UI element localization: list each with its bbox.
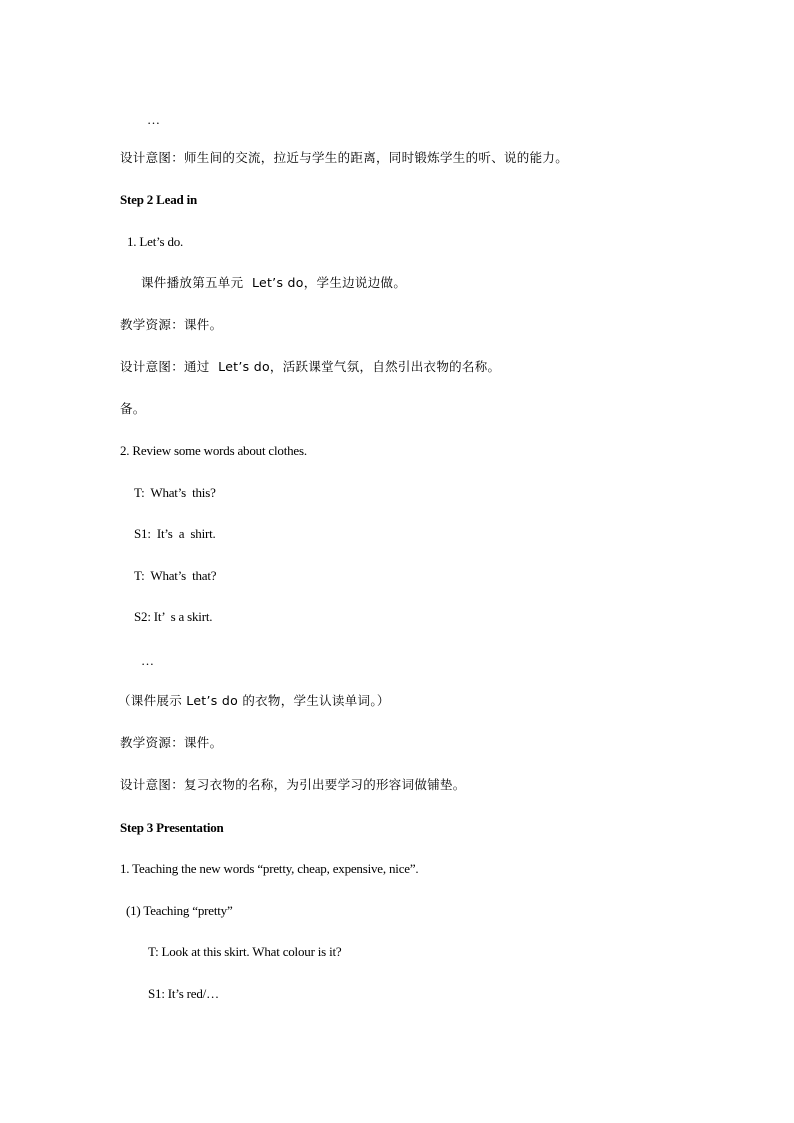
courseware-note: （课件展示 Let’s do 的衣物，学生认读单词。） <box>118 693 390 708</box>
ellipsis-line: … <box>147 112 160 127</box>
teaching-resource-line: 教学资源：课件。 <box>120 317 223 332</box>
design-intent-line: 设计意图：复习衣物的名称，为引出要学习的形容词做铺垫。 <box>120 777 466 792</box>
dialog-line-teacher: T: Look at this skirt. What colour is it? <box>148 944 342 959</box>
bei-line: 备。 <box>120 401 146 416</box>
design-intent-line: 设计意图：通过 Let’s do，活跃课堂气氛，自然引出衣物的名称。 <box>120 359 501 374</box>
teaching-new-words-item: 1. Teaching the new words “pretty, cheap, expensive, nice”. <box>120 861 419 876</box>
design-intent-line: 设计意图：师生间的交流，拉近与学生的距离，同时锻炼学生的听、说的能力。 <box>120 150 569 165</box>
dialog-line-student: S2: It’ s a skirt. <box>134 609 213 624</box>
teaching-pretty-item: (1) Teaching “pretty” <box>126 903 233 918</box>
dialog-line-student: S1: It’s a shirt. <box>134 526 216 541</box>
step-2-heading: Step 2 Lead in <box>120 192 198 207</box>
dialog-line-student: S1: It’s red/… <box>148 986 219 1001</box>
lets-do-item: 1. Let’s do. <box>127 234 184 249</box>
step-3-heading: Step 3 Presentation <box>120 820 224 835</box>
ellipsis-line: … <box>141 653 154 668</box>
review-item: 2. Review some words about clothes. <box>120 443 307 458</box>
lets-do-description: 课件播放第五单元 Let’s do，学生边说边做。 <box>141 275 407 290</box>
dialog-line-teacher: T: What’s this? <box>134 485 216 500</box>
teaching-resource-line: 教学资源：课件。 <box>120 735 223 750</box>
dialog-line-teacher: T: What’s that? <box>134 568 217 583</box>
